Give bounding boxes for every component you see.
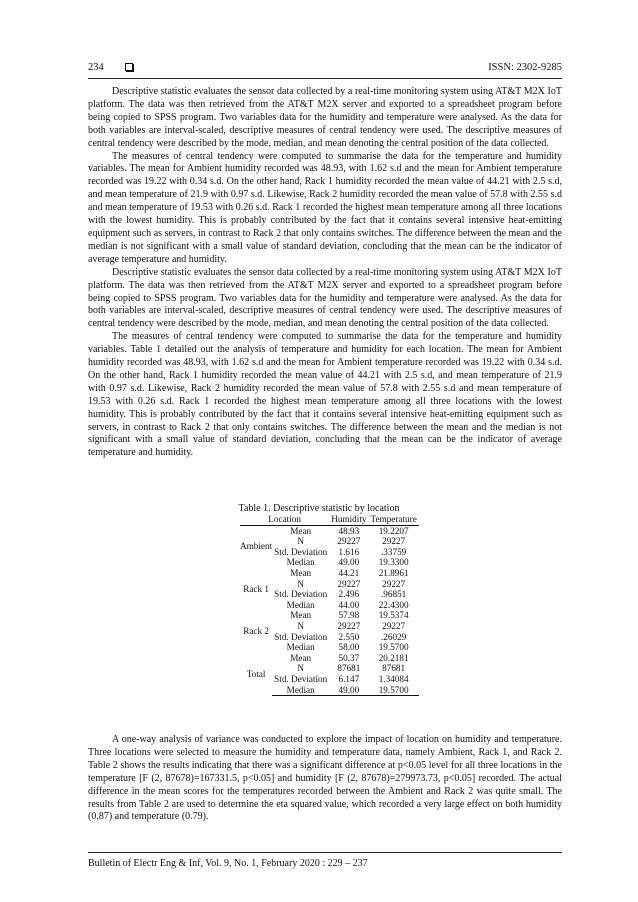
stat-cell: Mean — [290, 610, 312, 621]
stat-cell: Std. Deviation — [274, 631, 328, 642]
humidity-cell: 29227 — [337, 536, 361, 547]
paragraph: A one-way analysis of variance was conducted to explore the impact of location on humidity and temperature. Three locations were selected to measure the humidity and temperature data, namely Ambient, Rack 1, and Rack 2. Table 2 shows the results indicating that there was a significant difference at p<0.05 level for all three locations in the temperature [F (2, 87678)=167331.5, p<0.05] and humidity [F (2, 87678)=279973.73, p<0.05] recorded. The actual difference in the mean scores for the temperatures recorded between the Ambient and Rack 2 was quite small. The results from Table 2 are used to determine the eta squared value, which recorded a very large effect on both humidity (0.87) and temperature (0.79). — [88, 734, 562, 823]
humidity-cell: 29227 — [337, 620, 361, 631]
temperature-cell: .96851 — [381, 589, 407, 600]
humidity-cell: 58.00 — [338, 642, 360, 653]
footer-rule — [88, 852, 562, 853]
location-cell: Total — [246, 668, 266, 679]
paragraph: Descriptive statistic evaluates the sensor data collected by a real-time monitoring system using AT&T M2X IoT platform. The data was then retrieved from the AT&T M2X server and exported to a spreadsheet program before being copied to SPSS program. Two variables data for the humidity and temperature were analysed. As the data for both variables are interval-scaled, descriptive measures of central tendency were used. The descriptive measures of central tendency were described by the mode, median, and mean denoting the central position of the data collected. — [88, 86, 562, 149]
stat-cell: Mean — [290, 652, 312, 663]
temperature-cell: 29227 — [382, 578, 406, 589]
table-row — [240, 653, 419, 664]
stat-cell: Median — [286, 642, 315, 653]
location-cell: Rack 1 — [243, 583, 269, 594]
paragraph: The measures of central tendency were computed to summarise the data for the temperature and humidity variables. The mean for Ambient humidity recorded was 48.93, with 1.62 s.d and the mean for Ambient temperature recorded was 19.22 with 0.34 s.d. On the other hand, Rack 1 humidity recorded the mean value of 44.21 with 2.5 s.d, and mean temperature of 21.9 with 0.97 s.d. Likewise, Rack 2 humidity recorded the mean value of 57.8 with 2.55 s.d and mean temperature of 19.53 with 0.26 s.d. Rack 1 recorded the highest mean temperature among all three locations with the lowest humidity. This is probably contributed by the fact that it contains several intensive heat-emitting equipment such as servers, in contrast to Rack 2 that only contains switches. The difference between the mean and the median is not significant with a small value of standard deviation, concluding that the mean can be the indicator of average temperature and humidity. — [88, 150, 562, 265]
table-row — [240, 610, 419, 621]
temperature-cell: .33759 — [381, 546, 407, 557]
humidity-cell: 57.98 — [338, 610, 360, 621]
temperature-cell: 19.5374 — [378, 610, 409, 621]
page-number: 234 — [88, 62, 104, 73]
stat-cell: N — [297, 578, 305, 589]
humidity-cell: 44.00 — [338, 599, 360, 610]
table-header-row — [240, 514, 419, 525]
stat-cell: Median — [286, 599, 315, 610]
humidity-cell: 44.21 — [338, 567, 360, 578]
temperature-cell: 87681 — [382, 663, 406, 674]
temperature-cell: 21.8961 — [378, 567, 409, 578]
stat-cell: Std. Deviation — [274, 546, 328, 557]
location-cell: Rack 2 — [243, 626, 269, 637]
humidity-cell: 50.37 — [338, 652, 360, 663]
stat-cell: N — [297, 663, 305, 674]
stat-cell: Std. Deviation — [274, 673, 328, 684]
stat-cell: Median — [272, 685, 329, 696]
temperature-cell: 19.5700 — [378, 642, 409, 653]
stat-cell: Median — [286, 557, 315, 568]
humidity-cell: 29227 — [337, 578, 361, 589]
table-row — [240, 525, 419, 536]
stat-cell: Std. Deviation — [274, 589, 328, 600]
humidity-cell: 49.00 — [338, 557, 360, 568]
body-text — [88, 86, 562, 460]
column-header-location: Location — [240, 514, 329, 525]
stat-cell: N — [297, 620, 305, 631]
temperature-cell: 19.2207 — [378, 525, 409, 536]
temperature-cell: 19.5700 — [368, 685, 418, 696]
paragraph: Descriptive statistic evaluates the sensor data collected by a real-time monitoring system using AT&T M2X IoT platform. The data was then retrieved from the AT&T M2X server and exported to a spreadsheet program before being copied to SPSS program. Two variables data for the humidity and temperature were analysed. As the data for both variables are interval-scaled, descriptive measures of central tendency were used. The descriptive measures of central tendency were described by the mode, median, and mean denoting the central position of the data collected. — [88, 266, 562, 330]
page-footer: Bulletin of Electr Eng & Inf, Vol. 9, No. 1, February 2020 : 229 – 237 — [88, 858, 368, 869]
temperature-cell: 19.3300 — [378, 557, 409, 568]
body-text-continued — [88, 734, 562, 824]
header-rule — [88, 78, 562, 79]
checkbox-square-icon — [125, 63, 133, 71]
column-header-temperature: Temperature — [370, 514, 417, 524]
descriptive-statistics-table — [240, 514, 419, 696]
humidity-cell: 87681 — [337, 663, 361, 674]
table-caption: Table 1. Descriptive statistic by location — [238, 503, 400, 514]
temperature-cell: 20.2181 — [378, 652, 409, 663]
humidity-cell: 48.93 — [338, 525, 360, 536]
humidity-cell: 1.616 — [338, 546, 360, 557]
column-header-humidity: Humidity — [331, 514, 367, 524]
stat-cell: Mean — [290, 567, 312, 578]
temperature-cell: 1.34084 — [378, 673, 409, 684]
paragraph: The measures of central tendency were computed to summarise the data for the temperature and humidity variables. Table 1 detailed out the analysis of temperature and humidity for each location. The mean for Ambient humidity recorded was 48.93, with 1.62 s.d and the mean for Ambient temperature recorded was 19.22 with 0.34 s.d. On the other hand, Rack 1 humidity recorded the mean value of 44.21 with 2.5 s.d, and mean temperature of 21.9 with 0.97 s.d. Likewise, Rack 2 humidity recorded the mean value of 57.8 with 2.55 s.d and mean temperature of 19.53 with 0.26 s.d. Rack 1 recorded the highest mean temperature among all three locations with the lowest humidity. This is probably contributed by the fact that it contains several intensive heat-emitting equipment such as servers, in contrast to Rack 2 that only contains switches. The difference between the mean and the median is not significant with a small value of standard deviation, concluding that the mean can be the indicator of average temperature and humidity. — [88, 331, 562, 459]
location-cell: Ambient — [240, 541, 273, 552]
temperature-cell: 22.4300 — [378, 599, 409, 610]
humidity-cell: 2.496 — [338, 589, 360, 600]
temperature-cell: 29227 — [382, 620, 406, 631]
table-row — [240, 568, 419, 579]
stat-cell: Mean — [290, 525, 312, 536]
humidity-cell: 6.147 — [338, 673, 360, 684]
humidity-cell: 2.550 — [338, 631, 360, 642]
temperature-cell: 29227 — [382, 536, 406, 547]
temperature-cell: .26029 — [381, 631, 407, 642]
page-header — [88, 60, 562, 76]
stat-cell: N — [297, 536, 305, 547]
issn-label: ISSN: 2302-9285 — [488, 62, 562, 73]
humidity-cell: 49.00 — [329, 685, 368, 696]
